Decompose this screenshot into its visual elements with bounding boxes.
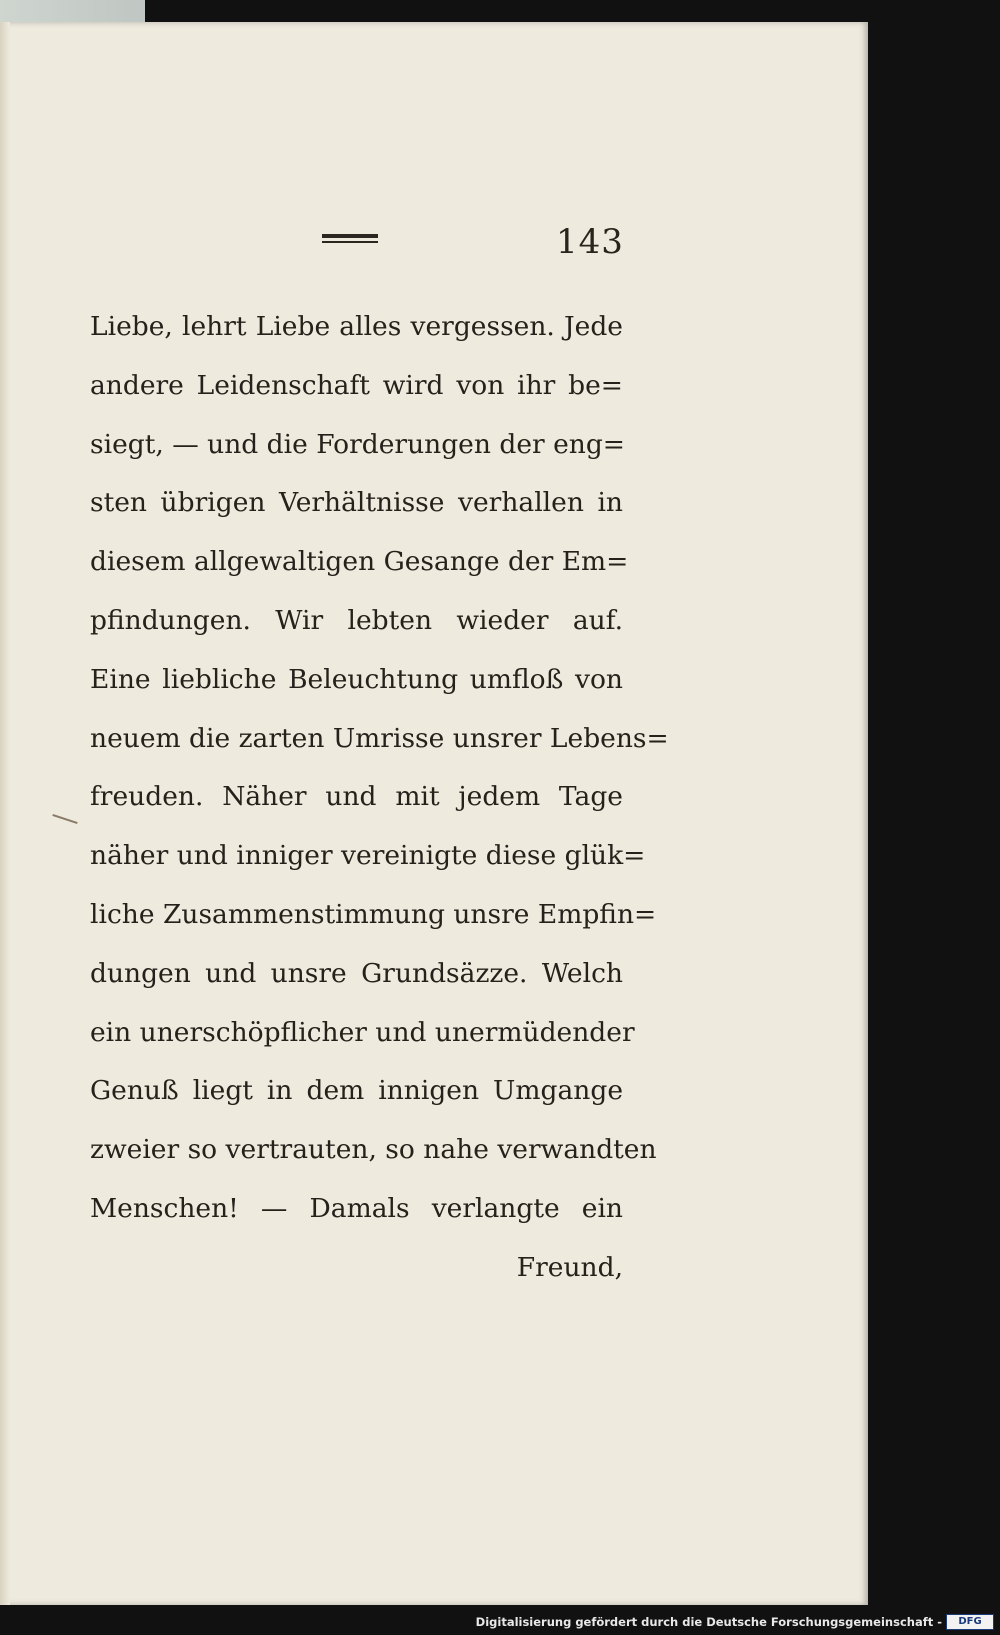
text-line: ein unerschöpflicher und unermüdender: [90, 1016, 635, 1048]
text-line: sten übrigen Verhältnisse verhallen in: [90, 487, 623, 519]
text-line: neuem die zarten Umrisse unsrer Lebens=: [90, 722, 669, 754]
text-line: Eine liebliche Beleuchtung umfloß von: [90, 663, 623, 695]
text-line: Genuß liegt in dem innigen Umgange: [90, 1075, 623, 1107]
text-line: diesem allgewaltigen Gesange der Em=: [90, 546, 629, 578]
text-line: näher und inniger vereinigte diese glük=: [90, 840, 646, 872]
text-line: pfindungen. Wir lebten wieder auf.: [90, 604, 623, 636]
book-page: [0, 22, 868, 1605]
text-line: siegt, — und die Forderungen der eng=: [90, 428, 626, 460]
page-header: [0, 222, 868, 272]
digitization-credit: Digitalisierung gefördert durch die Deutsche Forschungsgemeinschaft -: [475, 1615, 942, 1629]
body-text: [90, 298, 669, 1298]
header-rule-ornament: [322, 234, 378, 244]
dfg-logo: DFG: [946, 1614, 994, 1630]
catchword: Freund,: [516, 1251, 623, 1283]
scan-top-strip: [0, 0, 145, 22]
page-number: 143: [556, 222, 624, 262]
page-edge-shadow: [0, 22, 10, 1605]
text-line: dungen und unsre Grundsäzze. Welch: [90, 957, 623, 989]
text-line: Menschen! — Damals verlangte ein: [90, 1192, 623, 1224]
text-line: zweier so vertrauten, so nahe verwandten: [90, 1134, 657, 1166]
text-line: andere Leidenschaft wird von ihr be=: [90, 369, 623, 401]
text-line: Liebe, lehrt Liebe alles vergessen. Jede: [90, 311, 623, 342]
text-line: freuden. Näher und mit jedem Tage: [90, 781, 623, 813]
text-line: liche Zusammenstimmung unsre Empfin=: [90, 898, 657, 930]
